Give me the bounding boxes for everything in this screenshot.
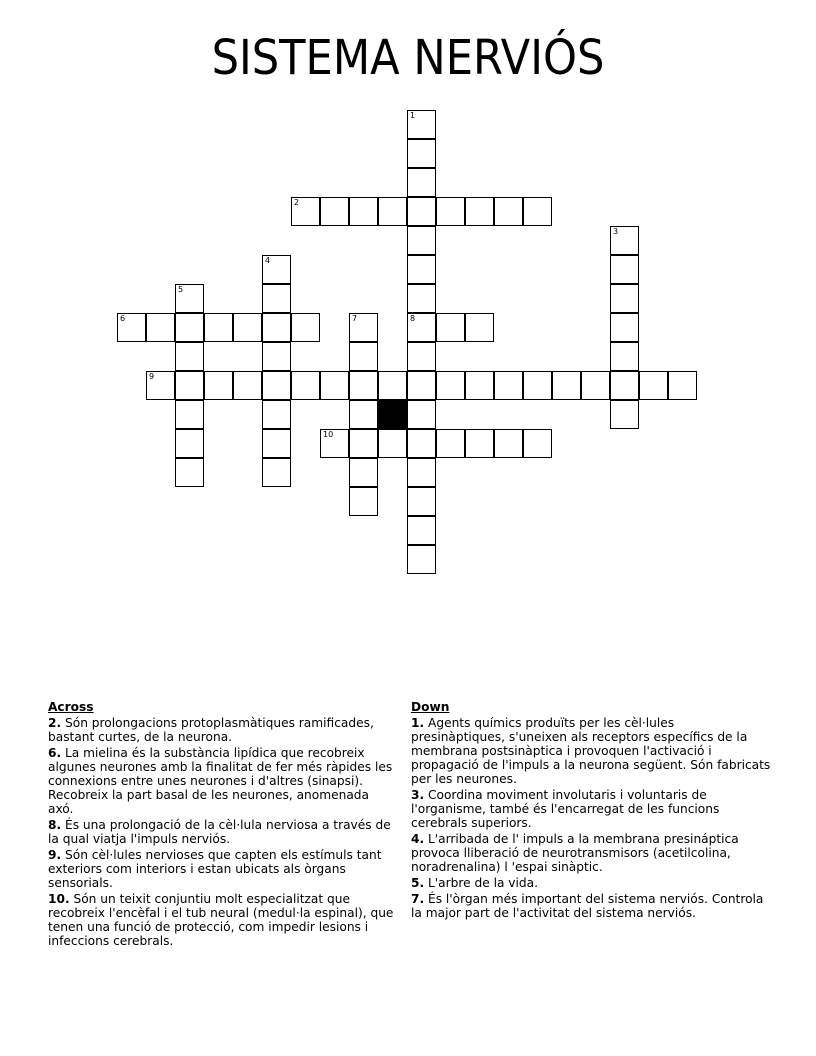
- grid-cell[interactable]: [494, 429, 523, 458]
- across-clue: [48, 892, 398, 948]
- cell-number: 10: [323, 430, 334, 439]
- grid-cell[interactable]: [407, 139, 436, 168]
- grid-cell[interactable]: [610, 255, 639, 284]
- across-clue-list: [48, 716, 398, 948]
- grid-cell[interactable]: [639, 371, 668, 400]
- clue-number: 8.: [48, 818, 62, 832]
- grid-cell[interactable]: [262, 313, 291, 342]
- clue-text: La mielina és la substància lipídica que recobreix algunes neurones amb la finalitat de fer més ràpides les connexions entre unes neurones i d'altres (sinapsi). Recobreix la part basal de les neurones, anomenada axó.: [48, 746, 393, 816]
- grid-cell[interactable]: [407, 110, 436, 139]
- grid-cell[interactable]: [378, 371, 407, 400]
- down-clue-list: [411, 716, 771, 920]
- grid-cell[interactable]: [175, 371, 204, 400]
- grid-cell[interactable]: [175, 313, 204, 342]
- grid-cell[interactable]: [610, 226, 639, 255]
- grid-cell[interactable]: [407, 226, 436, 255]
- grid-cell[interactable]: [581, 371, 610, 400]
- grid-cell[interactable]: [465, 371, 494, 400]
- grid-cell[interactable]: [291, 197, 320, 226]
- grid-cell[interactable]: [668, 371, 697, 400]
- clue-number: 4.: [411, 832, 425, 846]
- grid-cell[interactable]: [407, 487, 436, 516]
- cell-number: 8: [410, 314, 416, 323]
- clue-number: 9.: [48, 848, 62, 862]
- grid-cell[interactable]: [262, 371, 291, 400]
- grid-cell[interactable]: [494, 197, 523, 226]
- grid-cell[interactable]: [175, 400, 204, 429]
- grid-cell[interactable]: [204, 313, 233, 342]
- down-clues: [411, 700, 771, 922]
- grid-cell[interactable]: [407, 400, 436, 429]
- clue-text: L'arribada de l' impuls a la membrana presináptica provoca lliberació de neurotransmisors (acetilcolina, noradrenalina) l 'espai sinàptic.: [411, 832, 739, 874]
- clue-number: 3.: [411, 788, 425, 802]
- clue-number: 7.: [411, 892, 425, 906]
- grid-cell[interactable]: [407, 545, 436, 574]
- down-clue: [411, 876, 771, 890]
- clue-text: L'arbre de la vida.: [424, 876, 538, 890]
- across-clue: [48, 716, 398, 744]
- grid-cell[interactable]: [117, 313, 146, 342]
- grid-cell[interactable]: [465, 429, 494, 458]
- grid-cell[interactable]: [349, 313, 378, 342]
- down-clue: [411, 788, 771, 830]
- grid-cell[interactable]: [349, 429, 378, 458]
- clue-text: Coordina moviment involutaris i voluntaris de l'organisme, també és l'encarregat de les funcions cerebrals superiors.: [411, 788, 720, 830]
- grid-cell[interactable]: [407, 255, 436, 284]
- grid-cell[interactable]: [523, 197, 552, 226]
- clue-number: 5.: [411, 876, 425, 890]
- clue-text: Són prolongacions protoplasmàtiques ramificades, bastant curtes, de la neurona.: [48, 716, 374, 744]
- across-heading: Across: [48, 700, 94, 714]
- grid-cell[interactable]: [407, 168, 436, 197]
- grid-cell[interactable]: [407, 342, 436, 371]
- cell-number: 6: [120, 314, 126, 323]
- grid-cell[interactable]: [610, 284, 639, 313]
- cell-number: 3: [613, 227, 619, 236]
- grid-cell[interactable]: [407, 458, 436, 487]
- grid-cell[interactable]: [349, 487, 378, 516]
- grid-cell[interactable]: [378, 197, 407, 226]
- grid-cell[interactable]: [349, 342, 378, 371]
- grid-cell[interactable]: [175, 429, 204, 458]
- grid-cell[interactable]: [262, 400, 291, 429]
- clue-text: Són cèl·lules nervioses que capten els estímuls tant exteriors com interiors i estan ubicats als òrgans sensorials.: [48, 848, 382, 890]
- grid-cell[interactable]: [436, 197, 465, 226]
- grid-cell[interactable]: [436, 371, 465, 400]
- grid-cell[interactable]: [436, 429, 465, 458]
- down-clue: [411, 892, 771, 920]
- grid-cell[interactable]: [320, 197, 349, 226]
- grid-cell[interactable]: [407, 313, 436, 342]
- grid-cell[interactable]: [320, 429, 349, 458]
- grid-cell[interactable]: [349, 400, 378, 429]
- grid-cell[interactable]: [349, 371, 378, 400]
- across-clues: [48, 700, 398, 950]
- page-title: SISTEMA NERVIÓS: [211, 30, 605, 86]
- grid-cell[interactable]: [175, 458, 204, 487]
- grid-cell[interactable]: [204, 371, 233, 400]
- cell-number: 2: [294, 198, 300, 207]
- down-clue: [411, 716, 771, 786]
- grid-cell[interactable]: [349, 458, 378, 487]
- grid-cell[interactable]: [465, 313, 494, 342]
- grid-cell[interactable]: [523, 371, 552, 400]
- grid-cell[interactable]: [407, 284, 436, 313]
- clue-text: És una prolongació de la cèl·lula nerviosa a través de la qual viatja l'impuls nerviós.: [48, 818, 391, 846]
- grid-cell[interactable]: [175, 284, 204, 313]
- grid-cell[interactable]: [552, 371, 581, 400]
- grid-cell[interactable]: [233, 313, 262, 342]
- cell-number: 9: [149, 372, 155, 381]
- grid-cell[interactable]: [291, 371, 320, 400]
- grid-cell[interactable]: [494, 371, 523, 400]
- grid-cell[interactable]: [291, 313, 320, 342]
- grid-cell[interactable]: [320, 371, 349, 400]
- grid-cell[interactable]: [262, 284, 291, 313]
- black-cell: [378, 400, 407, 429]
- cell-number: 4: [265, 256, 271, 265]
- grid-cell[interactable]: [146, 371, 175, 400]
- grid-cell[interactable]: [610, 342, 639, 371]
- grid-cell[interactable]: [262, 458, 291, 487]
- down-clue: [411, 832, 771, 874]
- clue-text: Agents químics produïts per les cèl·lules presinàptiques, s'uneixen als receptors específics de la membrana postsinàptica i provoquen l'activació i propagació de l'impuls a la neurona següent. Són fabricats per les neurones.: [411, 716, 771, 786]
- grid-cell[interactable]: [378, 429, 407, 458]
- grid-cell[interactable]: [407, 371, 436, 400]
- across-clue: [48, 746, 398, 816]
- grid-cell[interactable]: [175, 342, 204, 371]
- grid-cell[interactable]: [407, 516, 436, 545]
- grid-cell[interactable]: [610, 313, 639, 342]
- across-clue: [48, 848, 398, 890]
- clue-number: 6.: [48, 746, 62, 760]
- cell-number: 5: [178, 285, 184, 294]
- clue-number: 10.: [48, 892, 70, 906]
- grid-cell[interactable]: [262, 429, 291, 458]
- cell-number: 7: [352, 314, 358, 323]
- grid-cell[interactable]: [610, 371, 639, 400]
- grid-cell[interactable]: [349, 197, 378, 226]
- clue-number: 1.: [411, 716, 425, 730]
- clue-number: 2.: [48, 716, 62, 730]
- clue-text: Són un teixit conjuntiu molt especialitzat que recobreix l'encèfal i el tub neural (medul·la espinal), que tenen una funció de protecció, com impedir lesions i infeccions cerebrals.: [48, 892, 394, 948]
- cell-number: 1: [410, 111, 416, 120]
- grid-cell[interactable]: [233, 371, 262, 400]
- grid-cell[interactable]: [523, 429, 552, 458]
- grid-cell[interactable]: [262, 342, 291, 371]
- grid-cell[interactable]: [465, 197, 494, 226]
- grid-cell[interactable]: [407, 197, 436, 226]
- grid-cell[interactable]: [436, 313, 465, 342]
- across-clue: [48, 818, 398, 846]
- down-heading: Down: [411, 700, 450, 714]
- grid-cell[interactable]: [407, 429, 436, 458]
- clue-text: És l'òrgan més important del sistema nerviós. Controla la major part de l'activitat del sistema nerviós.: [411, 892, 764, 920]
- grid-cell[interactable]: [610, 400, 639, 429]
- grid-cell[interactable]: [262, 255, 291, 284]
- grid-cell[interactable]: [146, 313, 175, 342]
